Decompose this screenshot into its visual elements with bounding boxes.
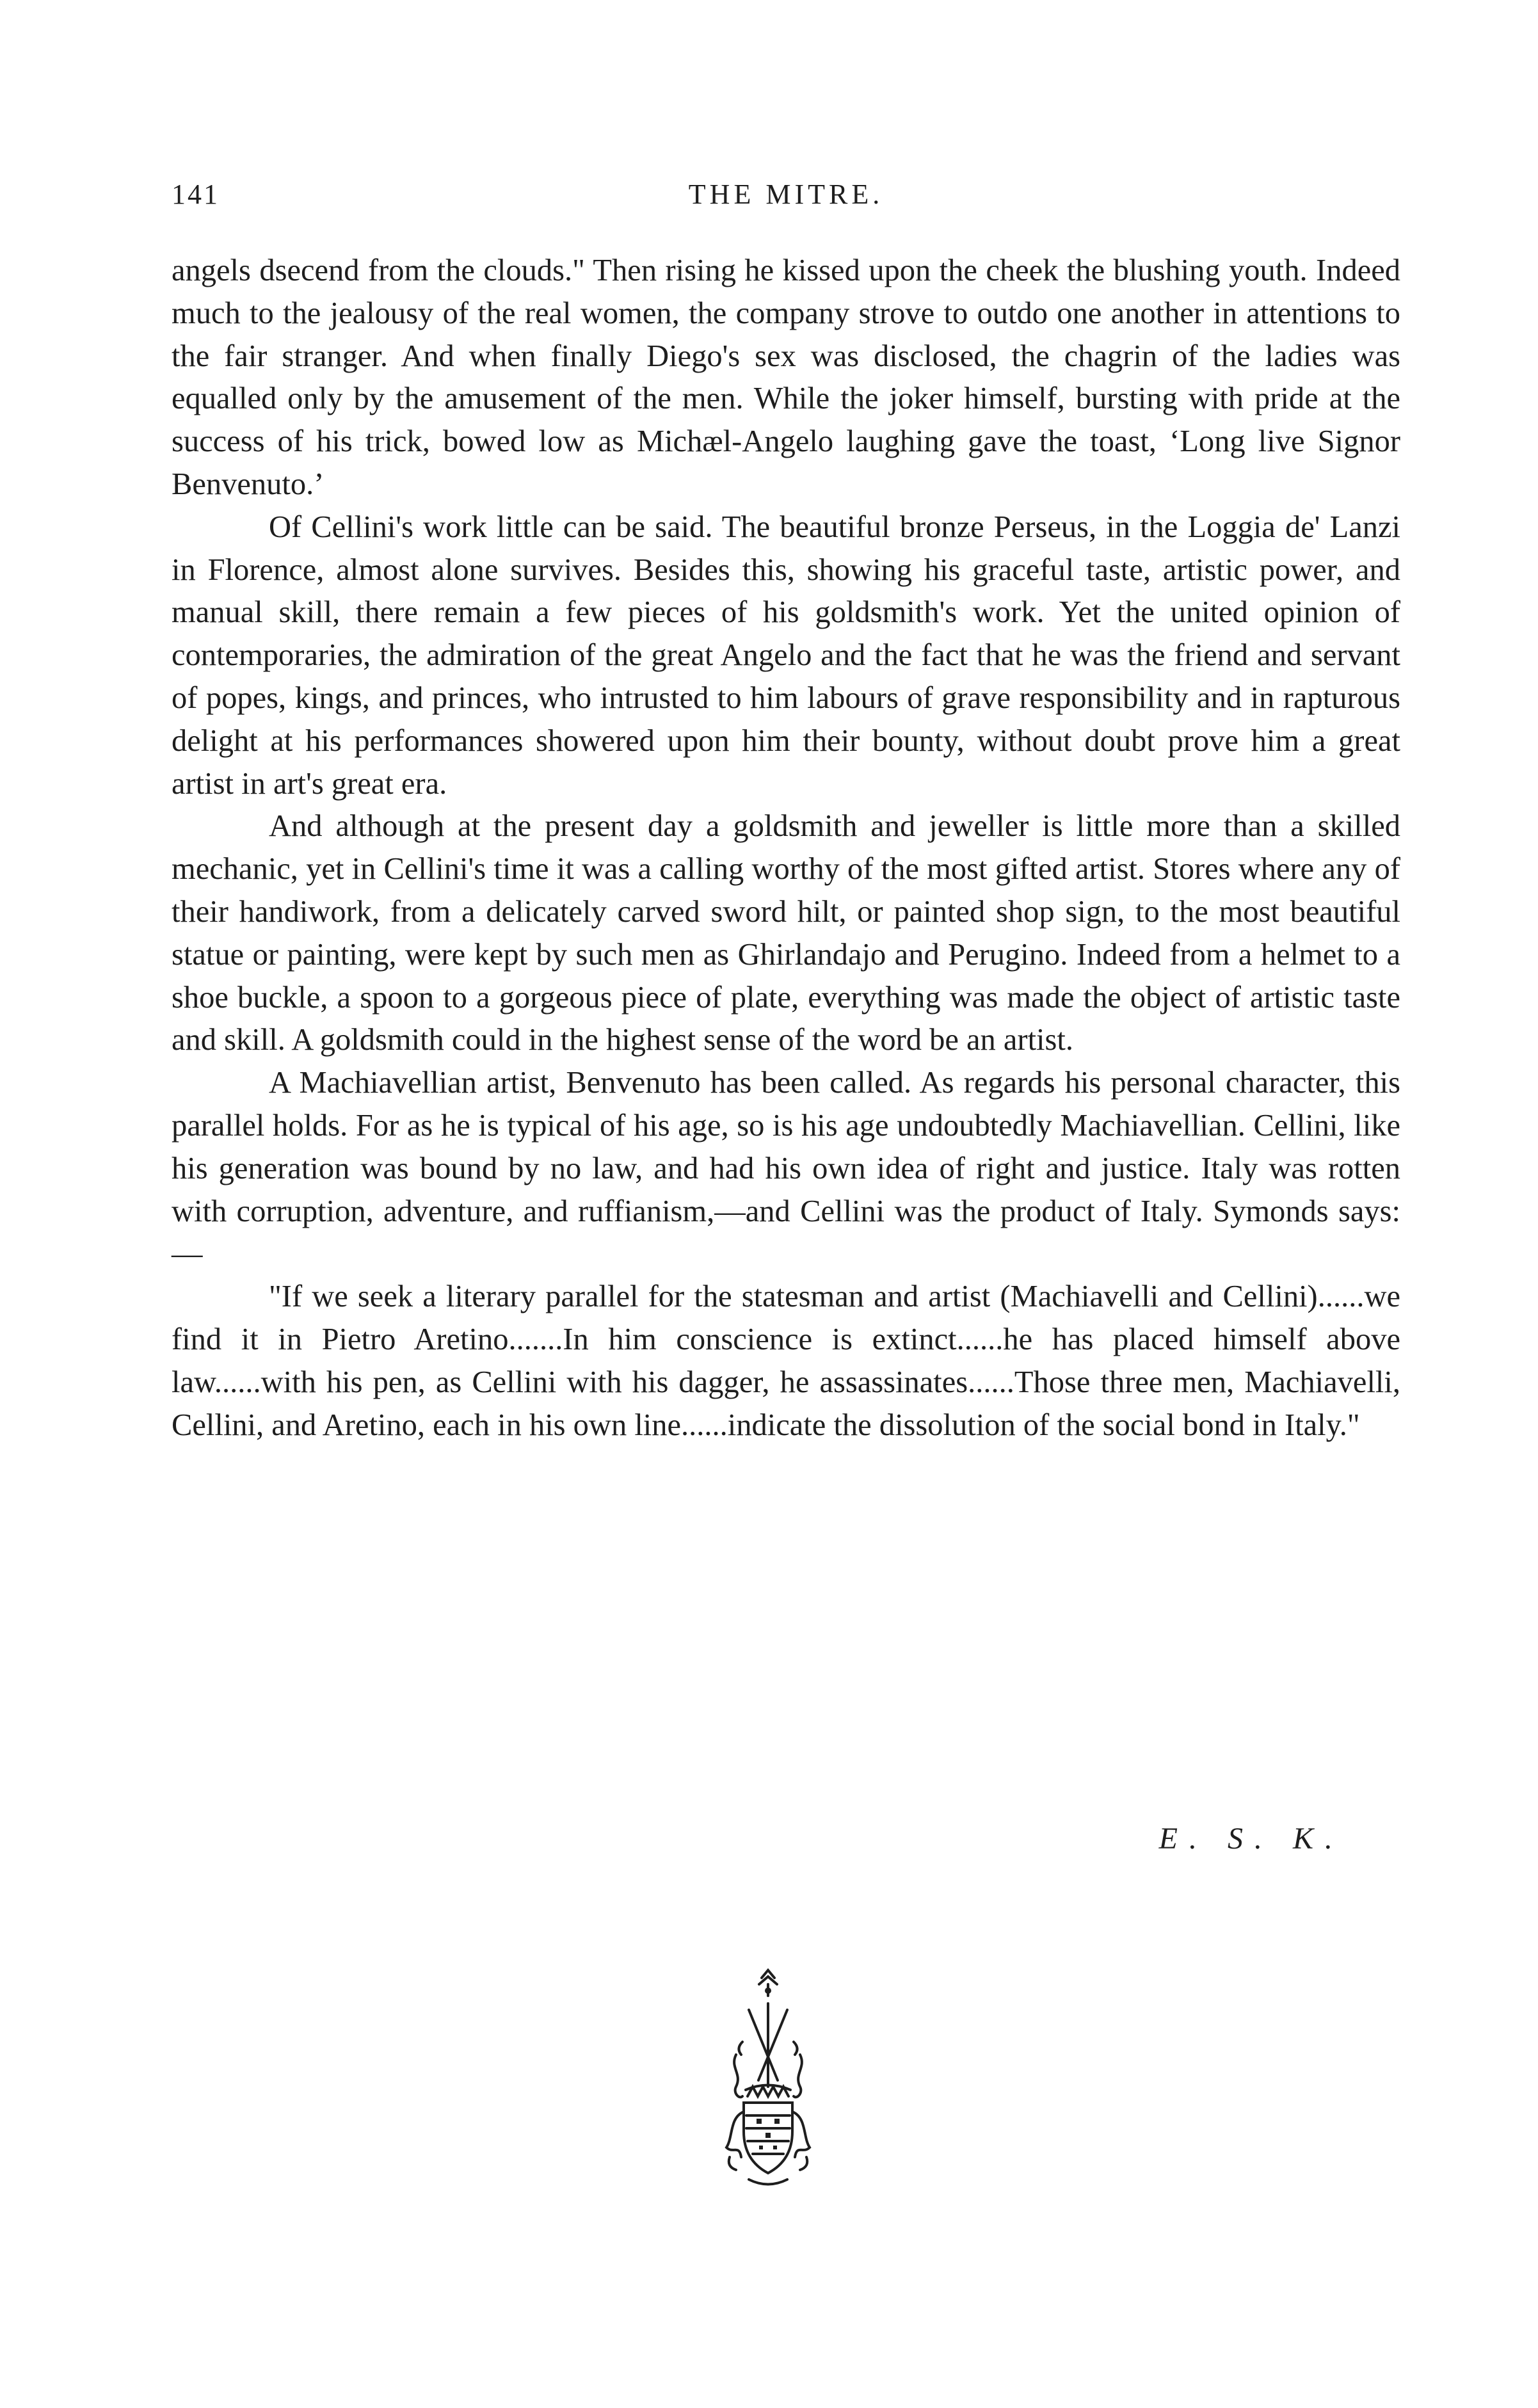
paragraph: A Machiavellian artist, Benvenuto has been called. As regards his personal character, this parallel holds. For as he is typical of his age, so is his age undoubtedly Machiavellian. Cellini, like his generation was bound by no law, and had his own idea of right and justice. Italy was rotten with corruption, adventure, and ruffianism,—and Cellini was the product of Italy. Symonds says:— [172, 1066, 1400, 1271]
paragraph: And although at the present day a goldsmith and jeweller is little more than a skilled mechanic, yet in Cellini's time it was a calling worthy of the most gifted artist. Stores where any of their handiwork, from a delicately carved sword hilt, or painted shop sign, to the most beautiful statue or painting, were kept by such men as Ghirlandajo and Perugino. Indeed from a helmet to a shoe buckle, a spoon to a gorgeous piece of plate, everything was made the object of artistic taste and skill. A goldsmith could in the highest sense of the word be an artist. [172, 809, 1400, 1057]
running-title: THE MITRE. [688, 179, 884, 210]
crest-ornament-icon [717, 1965, 819, 2195]
quotation-paragraph: "If we seek a literary parallel for the statesman and artist (Machiavelli and Cellini)......we find it in Pietro Aretino.......In him conscience is extinct......he has placed himself above law......with his pen, as Cellini with his dagger, he assassinates......Those three men, Machiavelli, Cellini, and Aretino, each in his own line......indicate the dissolution of the social bond in Italy." [172, 1280, 1400, 1442]
page-number: 141 [172, 179, 220, 210]
page-header [172, 168, 1400, 219]
paragraph: angels dsecend from the clouds." Then rising he kissed upon the cheek the blushing youth. Indeed much to the jealousy of the real women, the company strove to outdo one another in attentions to the fair stranger. And when finally Diego's sex was disclosed, the chagrin of the ladies was equalled only by the amusement of the men. While the joker himself, bursting with pride at the success of his trick, bowed low as Michæl-Angelo laughing gave the toast, ‘Long live Signor Benvenuto.’ [172, 253, 1400, 501]
article-body [172, 250, 1400, 1447]
author-signature: E. S. K. [1158, 1822, 1344, 1856]
paragraph: Of Cellini's work little can be said. The beautiful bronze Perseus, in the Loggia de' Lanzi in Florence, almost alone survives. Besides this, showing his graceful taste, artistic power, and manual skill, there remain a few pieces of his goldsmith's work. Yet the united opinion of contemporaries, the admiration of the great Angelo and the fact that he was the friend and servant of popes, kings, and princes, who intrusted to him labours of grave responsibility and in rapturous delight at his performances showered upon him their bounty, without doubt prove him a great artist in art's great era. [172, 510, 1400, 801]
